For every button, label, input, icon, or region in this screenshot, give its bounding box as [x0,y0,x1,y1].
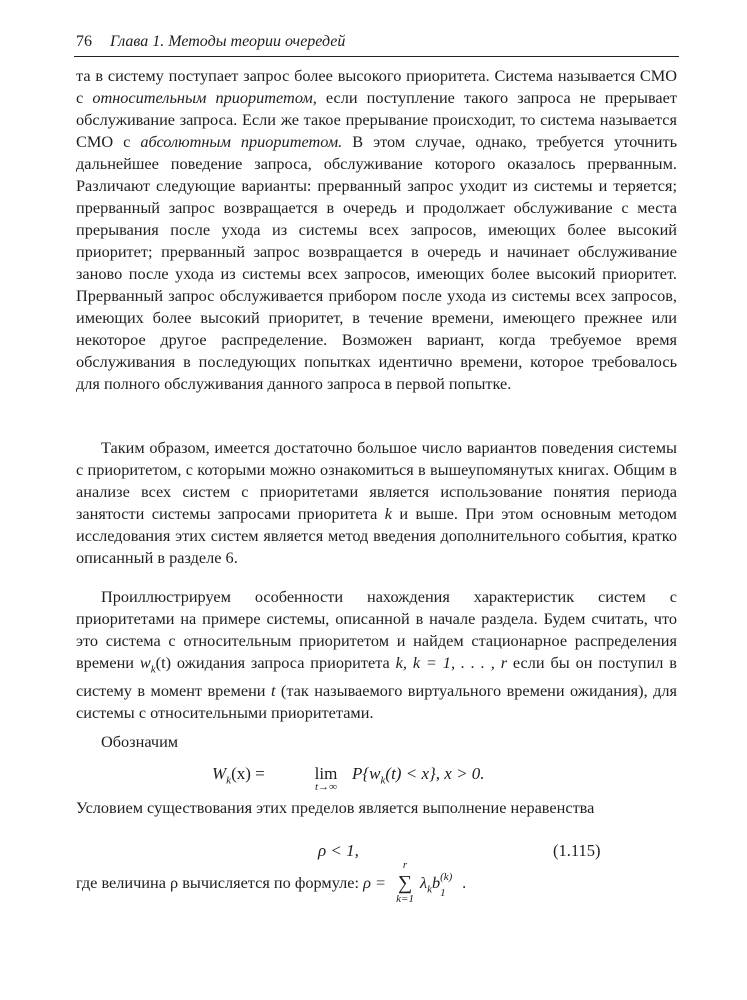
paragraph-rho-definition [76,859,677,906]
inequality-text: ρ < 1, [318,841,359,860]
paragraph-illustration [76,586,677,724]
paragraph-priority-types [76,65,677,395]
formula-lhs: W [212,764,227,783]
math-k-list: k, k = 1, . . . , r [395,653,508,672]
text-span: если поступление такого запроса не прерывает обслуживание запроса. Если же такое прерывание происходит, то система называется СМО с [76,88,677,151]
b-superscript: (k) [440,871,453,883]
text-span: Таким образом, имеется достаточно большое число вариантов поведения системы с приоритетом, с которыми можно ознакомиться в вышеупомянутых книгах. Общим в анализе всех систем с приоритетами является использование понятия периода занятости системы запросами приоритета [76,438,677,523]
text-span: Обозначим [101,732,179,751]
formula-lhs-arg: (x) = [231,764,265,783]
lambda-symbol: λ [420,873,428,892]
end-period: . [462,873,467,892]
text-span: В этом случае, однако, требуется уточнить дальнейшее поведение запроса, обслуживание которого оказалось прерванным. Различают следующие варианты: прерванный запрос уходит из системы и теряется; прерванный запрос возвращается в очередь и продолжает обслуживание с места прерывания после ухода из системы всех запросов, имеющих более высокий приоритет; прерванный запрос возвращается в очередь и начинает обслуживание заново после ухода из системы всех запросов, имеющих более высокий приоритет. Прерванный запрос обслуживается прибором после ухода из системы всех запросов, имеющих более высокий приоритет, в течение времени, имеющего прежнее или некоторое другое распределение. Возможен вариант, когда требуемое время обслуживания в последующих попытках идентично времени, которое требовалось для полного обслуживания данного запроса в первой попытке. [76,132,677,393]
text-span: та в систему поступает запрос более высокого приоритета. Система называется СМО с [76,66,677,107]
equation-number: (1.115) [553,841,601,860]
text-span: и выше. При этом основным методом исследования этих систем является метод введения дополнительного события, кратко описанный в разделе 6. [76,504,677,567]
rho-equals: ρ = [363,873,391,892]
text-span: где величина ρ вычисляется по формуле: [76,873,364,892]
text-span: если бы он поступил в систему в момент времени [76,653,677,701]
limit-operator: lim [314,764,338,783]
formula-lhs-subscript: k [226,774,232,787]
sum-lower-limit: k=1 [396,893,414,906]
formula-rhs-subscript: k [380,774,386,787]
page-number: 76 [76,33,92,50]
sum-symbol: ∑ [397,872,413,895]
formula-rhs-tail: (t) < x}, x > 0. [385,764,485,783]
term-absolute-priority: абсолютным приоритетом. [140,132,343,151]
b-symbol: b [432,873,441,892]
math-t: t [270,681,276,701]
math-w-subscript: k [150,663,156,676]
formula-limit-distribution [212,760,512,796]
formula-rhs: P{w [352,764,381,783]
math-w-arg: (t) [155,653,172,672]
header-rule [74,56,679,57]
b-subscript: 1 [440,887,446,899]
text-span: Условием существования этих пределов является выполнение неравенства [76,798,595,817]
text-span: ожидания запроса приоритета [171,653,396,672]
lambda-subscript: k [427,883,432,896]
term-relative-priority: относительным приоритетом, [92,88,317,107]
inequality-expression [318,841,359,861]
paragraph-notation [76,731,677,753]
formula-limit [306,764,346,793]
sum-operator [394,859,416,906]
running-header [70,33,678,57]
sum-upper-limit: r [402,859,408,872]
chapter-title: Глава 1. Методы теории очередей [110,33,346,50]
math-k: k [384,504,392,523]
paragraph-analysis-methods [76,437,677,569]
text-span: Проиллюстрируем особенности нахождения характеристик систем с приоритетами на примере системы, описанной в начале раздела. Будем считать, что это система с относительным приоритетом и найдем стационарное распределения времени [76,587,677,672]
text-span: (так называемого виртуального времени ожидания), для системы с относительными приоритетами. [76,681,678,723]
paragraph-existence-condition [76,797,677,819]
limit-subscript: t→∞ [315,781,337,793]
math-w: w [139,653,151,672]
